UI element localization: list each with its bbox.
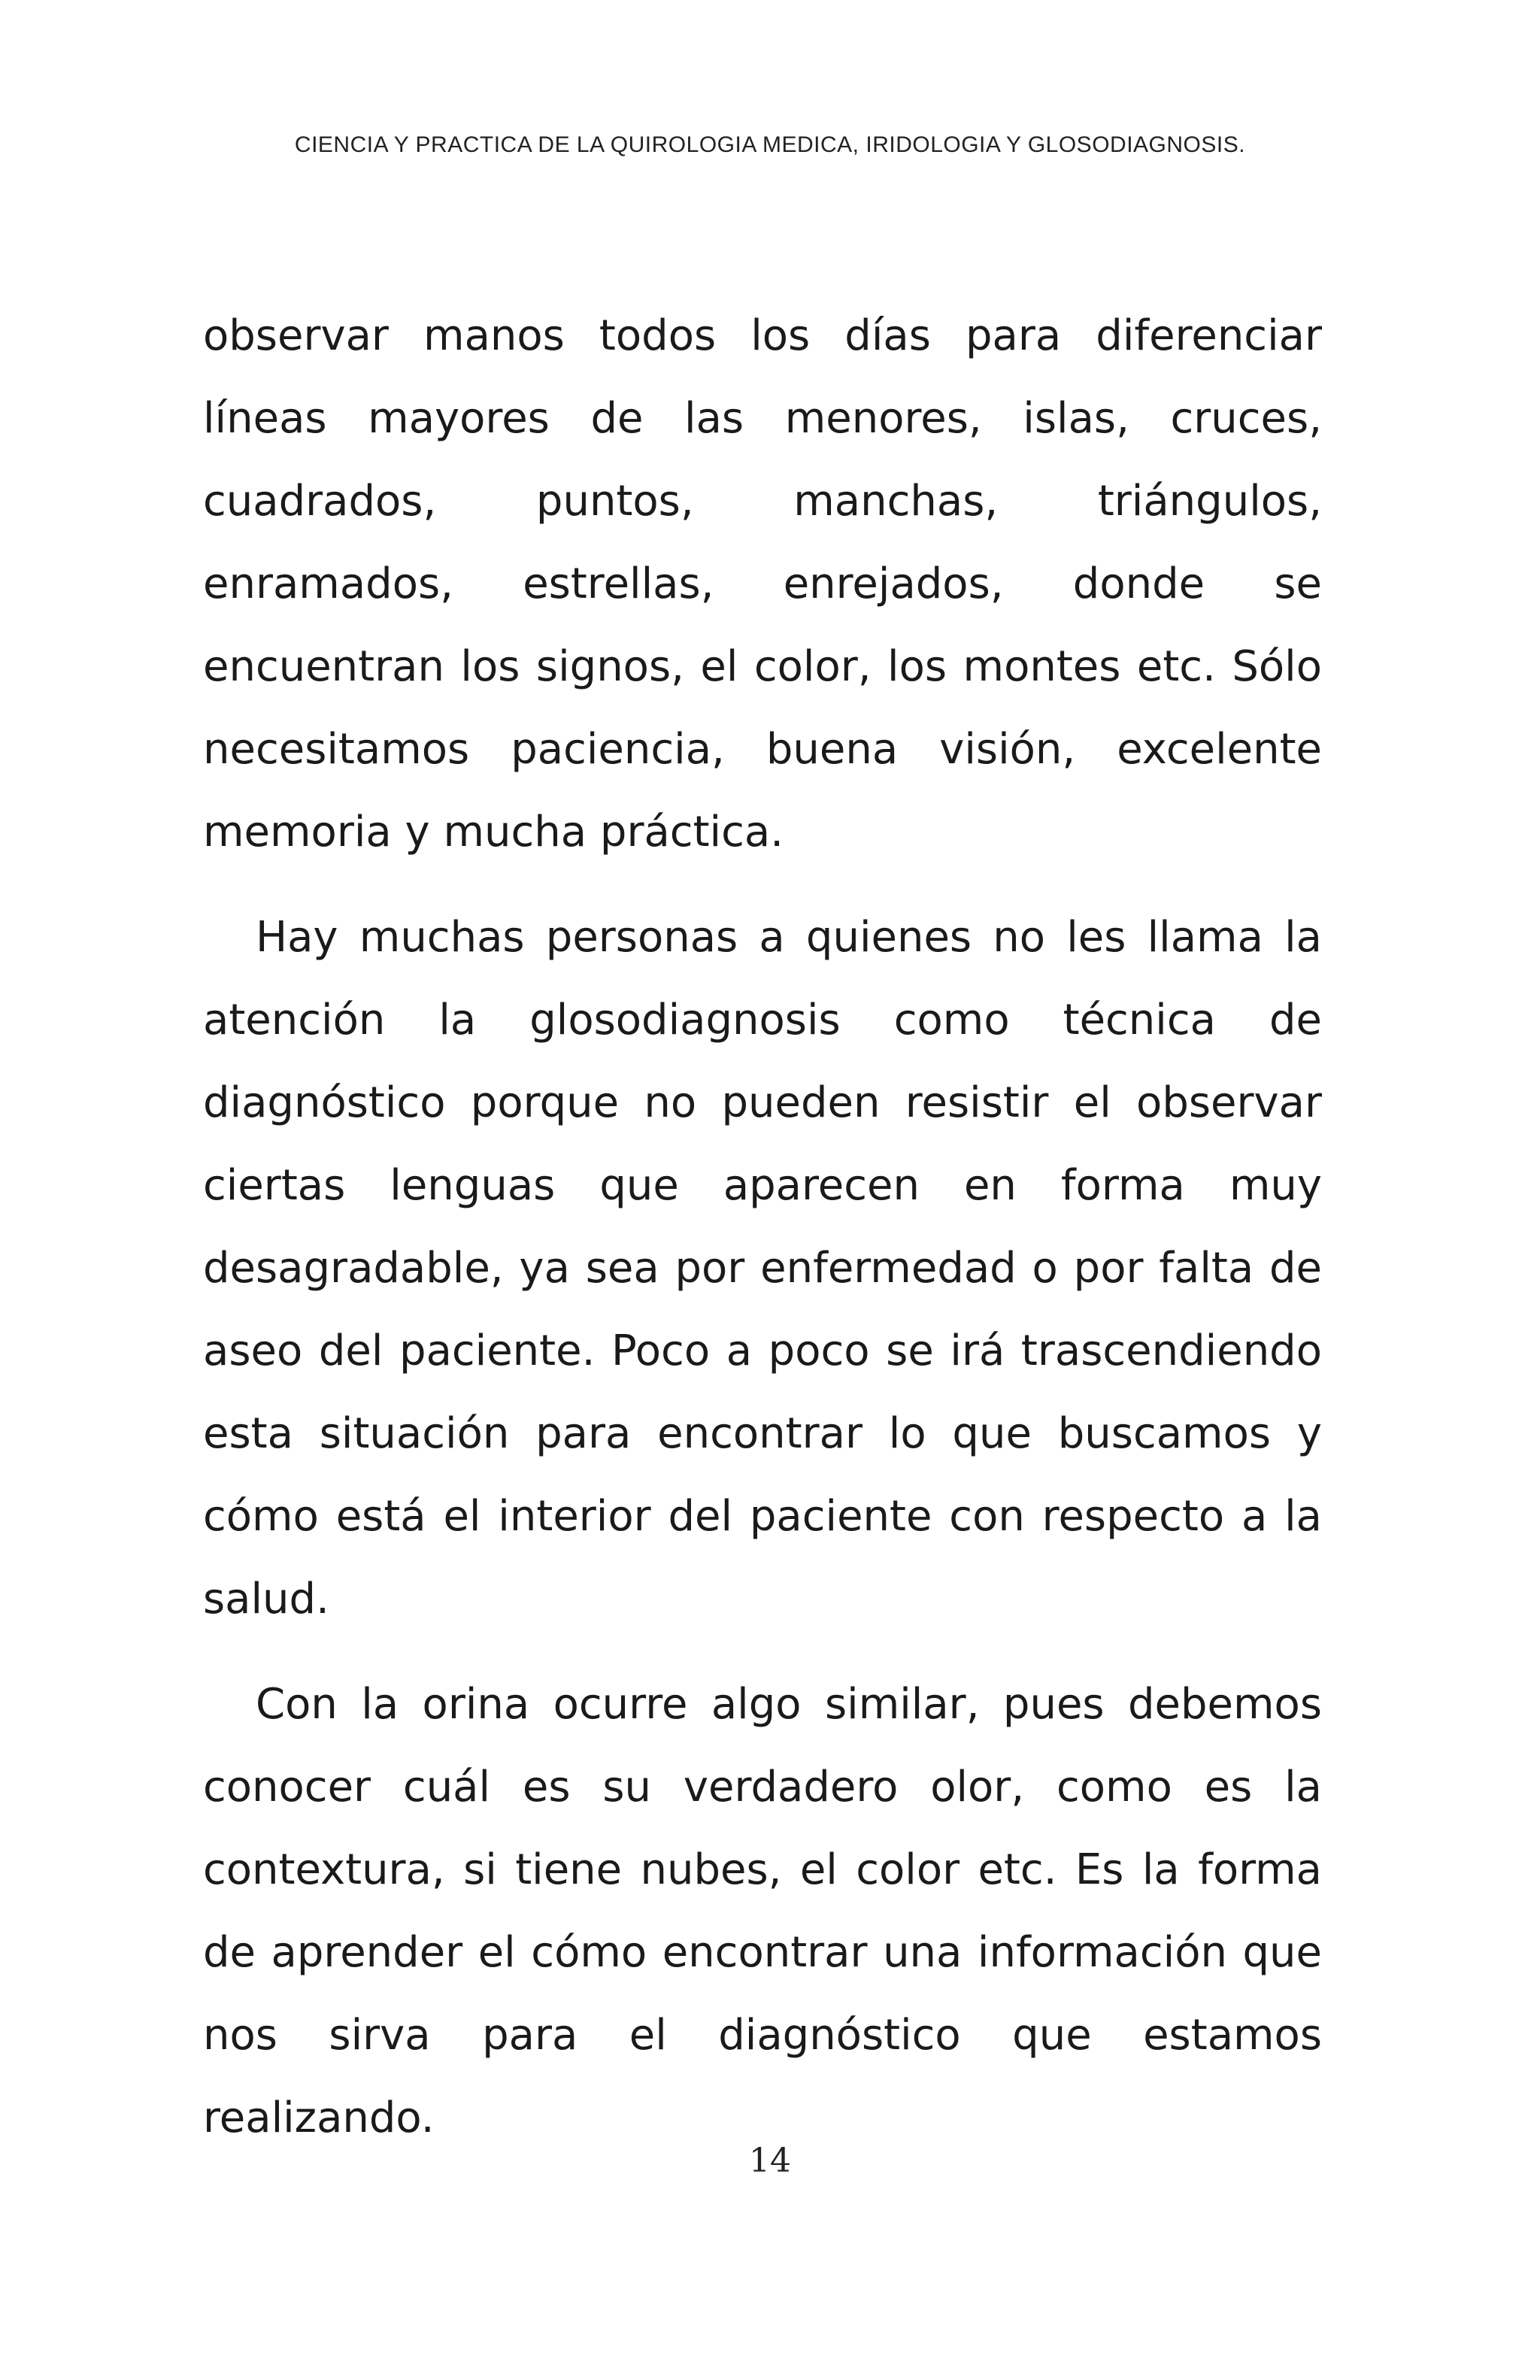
paragraph-continuation: observar manos todos los días para diferenciar líneas mayores de las menores, islas, cruces, cuadrados, puntos, manchas, triángulos, enramados, estrellas, enrejados, donde se encuentran los signos, el color, los montes etc. Sólo necesitamos paciencia, buena visión, excelente memoria y mucha práctica. [203,311,1322,856]
running-header: CIENCIA Y PRACTICA DE LA QUIROLOGIA MEDICA, IRIDOLOGIA Y GLOSODIAGNOSIS. [294,132,1246,157]
paragraph-glosodiagnosis: Hay muchas personas a quienes no les llama la atención la glosodiagnosis como técnica de diagnóstico porque no pueden resistir el observar ciertas lenguas que aparecen en forma muy desagradable, ya sea por enfermedad o por falta de aseo del paciente. Poco a poco se irá trascendiendo esta situación para encontrar lo que buscamos y cómo está el interior del paciente con respecto a la salud. [203,913,1322,1624]
paragraph-orina: Con la orina ocurre algo similar, pues debemos conocer cuál es su verdadero olor, como es la contextura, si tiene nubes, el color etc. Es la forma de aprender el cómo encontrar una información que nos sirva para el diagnóstico que estamos realizando. [203,1680,1322,2142]
body-text [203,295,1322,2160]
page-number: 14 [749,2142,791,2180]
